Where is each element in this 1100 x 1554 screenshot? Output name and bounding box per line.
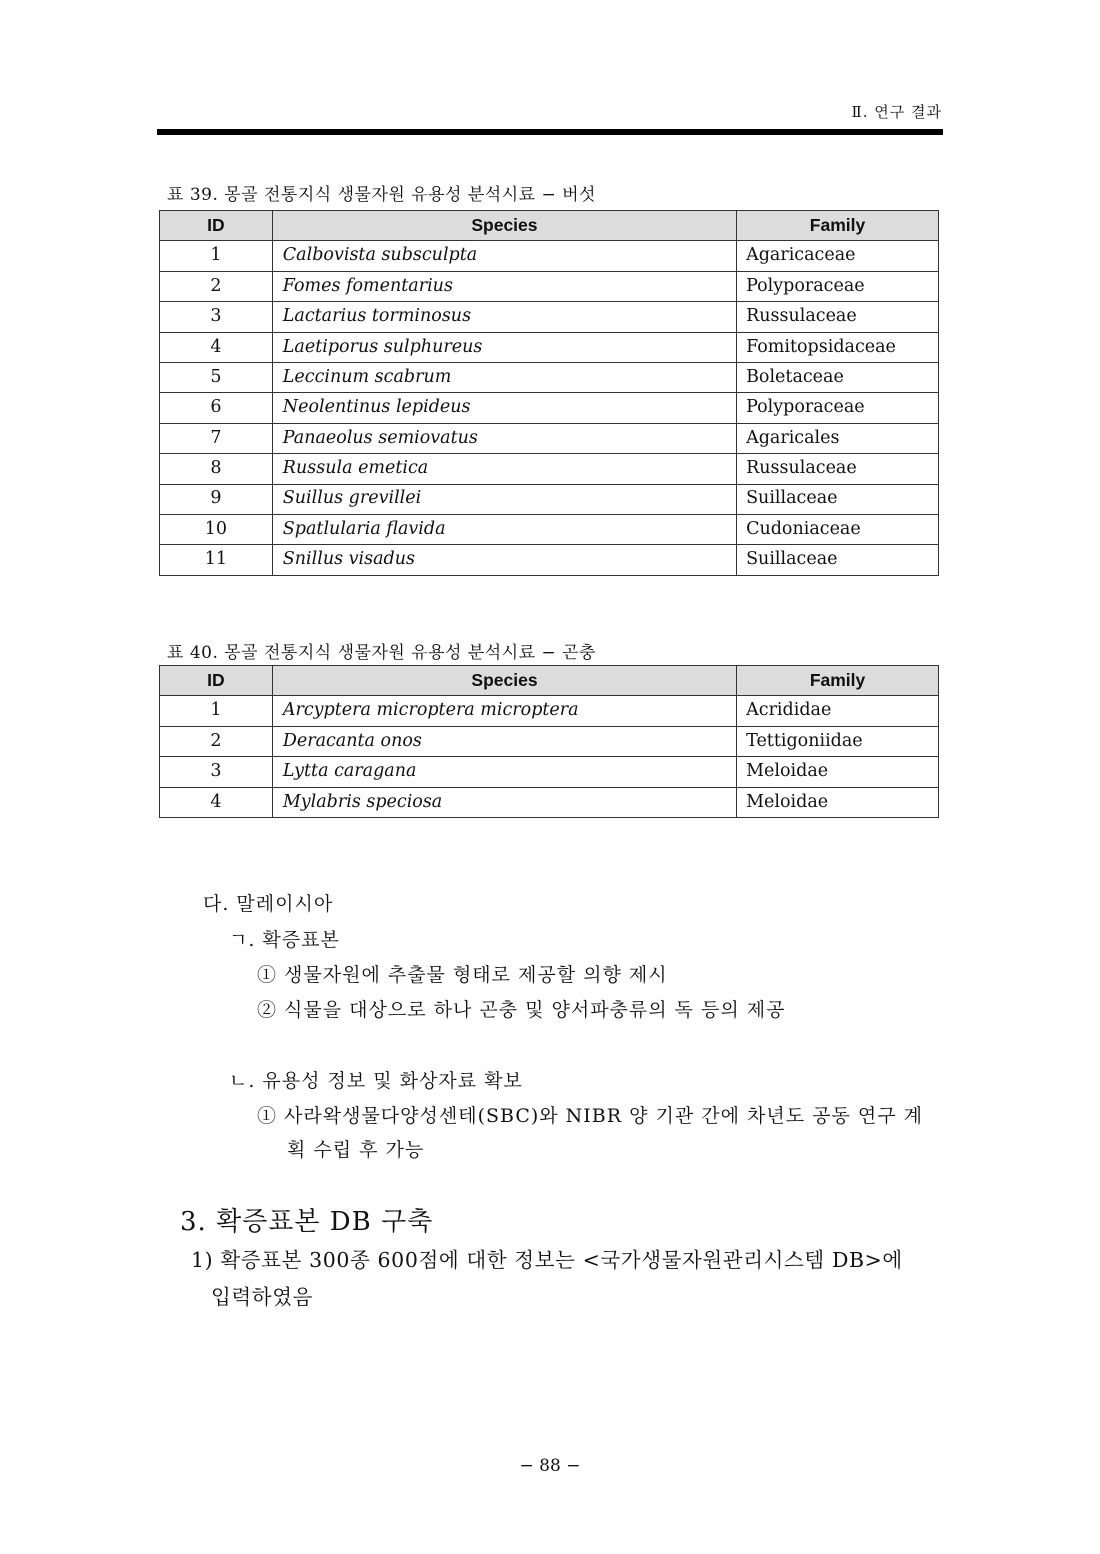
column-header-species: Species: [272, 211, 736, 241]
table-row: [160, 726, 939, 756]
id-cell: 11: [160, 545, 273, 575]
family-cell: Polyporaceae: [737, 393, 939, 423]
column-header-family: Family: [737, 211, 939, 241]
species-cell: Mylabris speciosa: [272, 787, 736, 817]
species-cell: Calbovista subsculpta: [272, 241, 736, 271]
id-cell: 4: [160, 332, 273, 362]
table-row: [160, 332, 939, 362]
table-row: [160, 271, 939, 301]
column-header-family: Family: [737, 666, 939, 696]
species-cell: Snillus visadus: [272, 545, 736, 575]
id-cell: 10: [160, 514, 273, 544]
species-cell: Arcyptera microptera microptera: [272, 696, 736, 726]
table-row: [160, 696, 939, 726]
family-cell: Russulaceae: [737, 454, 939, 484]
id-cell: 2: [160, 726, 273, 756]
family-cell: Russulaceae: [737, 302, 939, 332]
species-cell: Lytta caragana: [272, 757, 736, 787]
species-cell: Lactarius torminosus: [272, 302, 736, 332]
section3-paragraph-line1: 1) 확증표본 300종 600점에 대한 정보는 <국가생물자원관리시스템 DB>에: [191, 1248, 903, 1272]
table-row: [160, 423, 939, 453]
page-number: − 88 −: [519, 1456, 581, 1476]
header-rule: [157, 129, 943, 135]
table40: [159, 665, 939, 818]
table-row: [160, 362, 939, 392]
id-cell: 1: [160, 696, 273, 726]
family-cell: Fomitopsidaceae: [737, 332, 939, 362]
id-cell: 8: [160, 454, 273, 484]
table-row: [160, 454, 939, 484]
table-row: [160, 393, 939, 423]
species-cell: Leccinum scabrum: [272, 362, 736, 392]
family-cell: Boletaceae: [737, 362, 939, 392]
family-cell: Suillaceae: [737, 545, 939, 575]
id-cell: 3: [160, 302, 273, 332]
species-cell: Deracanta onos: [272, 726, 736, 756]
subsection-b-title: ㄴ. 유용성 정보 및 화상자료 확보: [229, 1070, 523, 1092]
family-cell: Agaricaceae: [737, 241, 939, 271]
family-cell: Acrididae: [737, 696, 939, 726]
family-cell: Agaricales: [737, 423, 939, 453]
table-row: [160, 241, 939, 271]
family-cell: Polyporaceae: [737, 271, 939, 301]
table-header-row: [160, 211, 939, 241]
running-header: Ⅱ. 연구 결과: [851, 103, 942, 121]
species-cell: Suillus grevillei: [272, 484, 736, 514]
table39-caption: 표 39. 몽골 전통지식 생물자원 유용성 분석시료 − 버섯: [167, 185, 596, 205]
id-cell: 3: [160, 757, 273, 787]
table-row: [160, 302, 939, 332]
id-cell: 2: [160, 271, 273, 301]
species-cell: Panaeolus semiovatus: [272, 423, 736, 453]
subsection-b-item-line2: 획 수립 후 가능: [287, 1139, 425, 1161]
id-cell: 4: [160, 787, 273, 817]
subsection-a-item-1: ① 생물자원에 추출물 형태로 제공할 의향 제시: [257, 964, 668, 986]
species-cell: Laetiporus sulphureus: [272, 332, 736, 362]
species-cell: Russula emetica: [272, 454, 736, 484]
malaysia-title: 다. 말레이시아: [203, 893, 334, 915]
family-cell: Cudoniaceae: [737, 514, 939, 544]
section3-heading: 3. 확증표본 DB 구축: [180, 1207, 434, 1237]
family-cell: Meloidae: [737, 757, 939, 787]
table-row: [160, 787, 939, 817]
column-header-id: ID: [160, 211, 273, 241]
table-row: [160, 757, 939, 787]
id-cell: 6: [160, 393, 273, 423]
species-cell: Spatlularia flavida: [272, 514, 736, 544]
table40-caption: 표 40. 몽골 전통지식 생물자원 유용성 분석시료 − 곤충: [167, 643, 596, 663]
id-cell: 1: [160, 241, 273, 271]
id-cell: 7: [160, 423, 273, 453]
family-cell: Tettigoniidae: [737, 726, 939, 756]
subsection-a-title: ㄱ. 확증표본: [229, 929, 340, 951]
column-header-species: Species: [272, 666, 736, 696]
table-row: [160, 545, 939, 575]
species-cell: Neolentinus lepideus: [272, 393, 736, 423]
table-row: [160, 514, 939, 544]
subsection-a-item-2: ② 식물을 대상으로 하나 곤충 및 양서파충류의 독 등의 제공: [257, 999, 786, 1021]
id-cell: 9: [160, 484, 273, 514]
section3-paragraph-line2: 입력하였음: [211, 1285, 314, 1309]
id-cell: 5: [160, 362, 273, 392]
subsection-b-item-line1: ① 사라왁생물다양성센테(SBC)와 NIBR 양 기관 간에 차년도 공동 연구 계: [257, 1105, 923, 1127]
table39: [159, 210, 939, 576]
family-cell: Meloidae: [737, 787, 939, 817]
family-cell: Suillaceae: [737, 484, 939, 514]
table-header-row: [160, 666, 939, 696]
table-row: [160, 484, 939, 514]
column-header-id: ID: [160, 666, 273, 696]
species-cell: Fomes fomentarius: [272, 271, 736, 301]
